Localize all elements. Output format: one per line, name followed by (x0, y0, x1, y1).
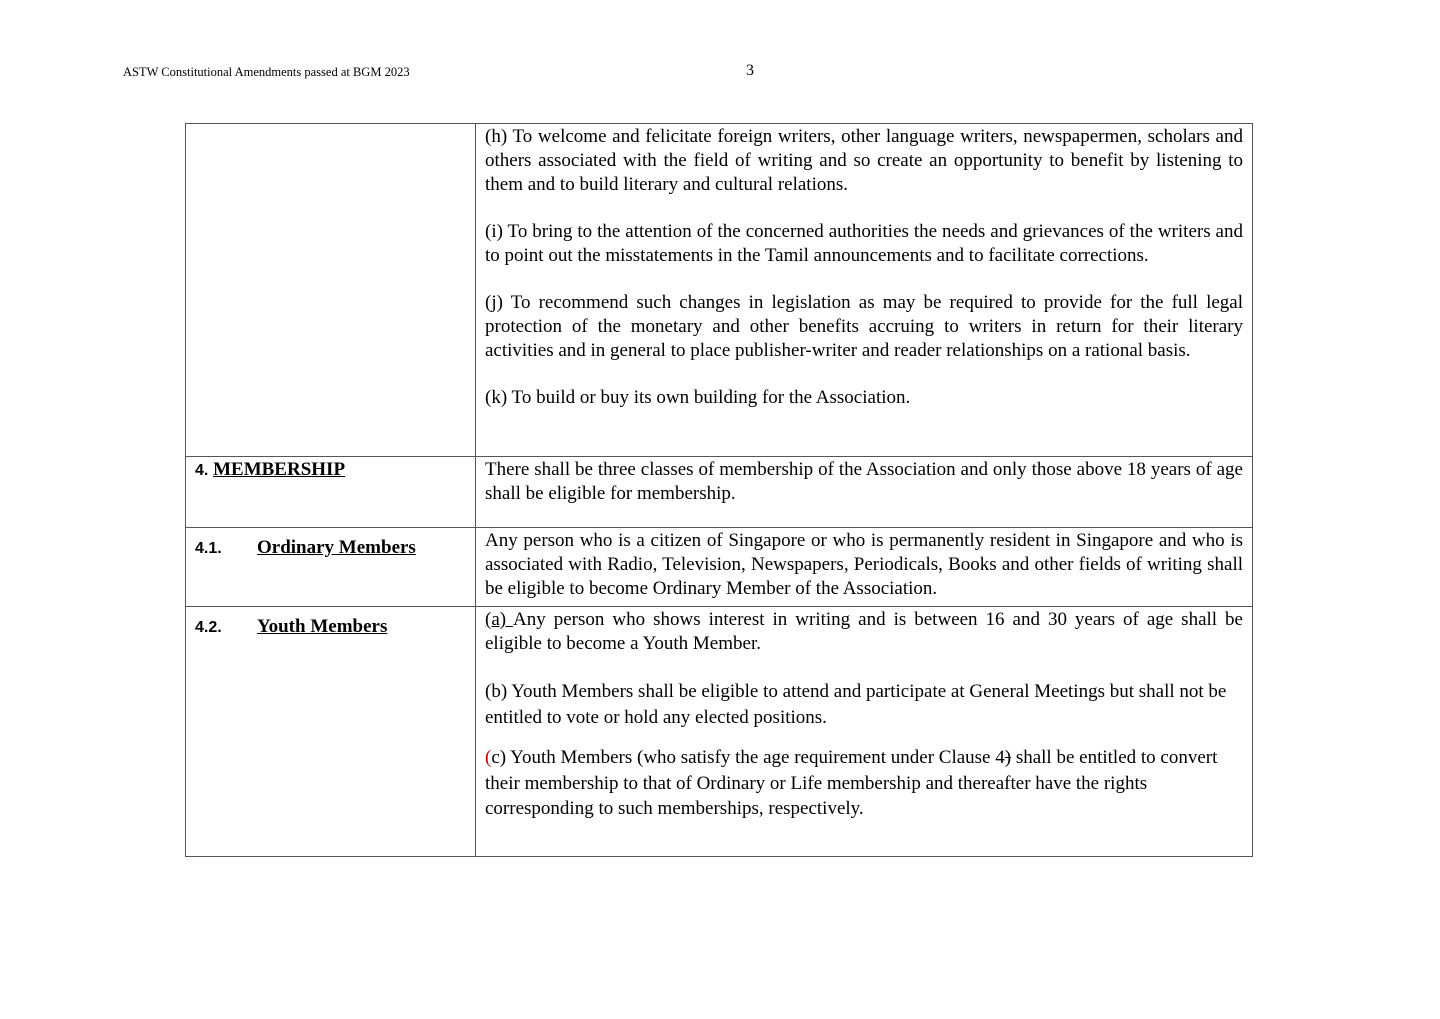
youth-clause-c-text-1: c) Youth Members (who satisfy the age requirement under Clause 4 (491, 747, 1005, 768)
ordinary-members-number: 4.1. (195, 540, 222, 557)
clause-label-cell (186, 607, 476, 857)
youth-clause-b: (b) Youth Members shall be eligible to attend and participate at General Meetings but shall not be entitled to vote or hold any elected positions. (485, 681, 1227, 728)
object-k-text: (k) To build or buy its own building for the Association. (485, 387, 911, 408)
youth-members-heading: Youth Members (257, 616, 388, 637)
youth-clause-c (485, 745, 1243, 822)
page-number: 3 (746, 62, 754, 79)
object-h-text: (h) To welcome and felicitate foreign writers, other language writers, newspapermen, scholars and others associated with the field of writing and so create an opportunity to benefit by listening to them and to build literary and cultural relations. (485, 126, 1243, 195)
clause-label-cell (186, 528, 476, 607)
document-header-title: ASTW Constitutional Amendments passed at BGM 2023 (123, 65, 410, 79)
clause-label-cell (186, 457, 476, 528)
constitution-table (185, 123, 1253, 857)
clause-text-cell (476, 124, 1253, 457)
youth-clause-a-marker: (a) (485, 609, 514, 630)
youth-clause-c-text-2: shall be entitled to convert their membership to that of Ordinary or Life membership and thereafter have the rights corresponding to such memberships, respectively. (485, 747, 1218, 819)
youth-members-number: 4.2. (195, 619, 222, 636)
membership-heading: MEMBERSHIP (213, 459, 346, 480)
clause-label-cell (186, 124, 476, 457)
table-row (186, 607, 1253, 857)
object-j-text: (j) To recommend such changes in legislation as may be required to provide for the full legal protection of the monetary and other benefits accruing to writers in return for their literary activities and in general to place publisher-writer and reader relationships on a rational basis. (485, 292, 1243, 361)
youth-clause-a (485, 608, 1243, 656)
object-i-text: (i) To bring to the attention of the concerned authorities the needs and grievances of the writers and to point out the misstatements in the Tamil announcements and to facilitate corrections. (485, 221, 1243, 266)
membership-number: 4. (195, 462, 209, 479)
ordinary-members-text: Any person who is a citizen of Singapore or who is permanently resident in Singapore and who is associated with Radio, Television, Newspapers, Periodicals, Books and other fields of writing shall be eligible to become Ordinary Member of the Association. (485, 530, 1243, 599)
struck-close-paren: ) (1004, 747, 1012, 768)
clause-text-cell (476, 607, 1253, 857)
table-row (186, 124, 1253, 457)
table-row (186, 457, 1253, 528)
clause-text-cell (476, 528, 1253, 607)
youth-clause-a-text: Any person who shows interest in writing and is between 16 and 30 years of age shall be eligible to become a Youth Member. (485, 609, 1243, 654)
membership-text: There shall be three classes of membership of the Association and only those above 18 years of age shall be eligible for membership. (485, 459, 1243, 504)
clause-text-cell (476, 457, 1253, 528)
amendment-open-paren: ( (485, 747, 492, 768)
table-row (186, 528, 1253, 607)
ordinary-members-heading: Ordinary Members (257, 537, 416, 558)
